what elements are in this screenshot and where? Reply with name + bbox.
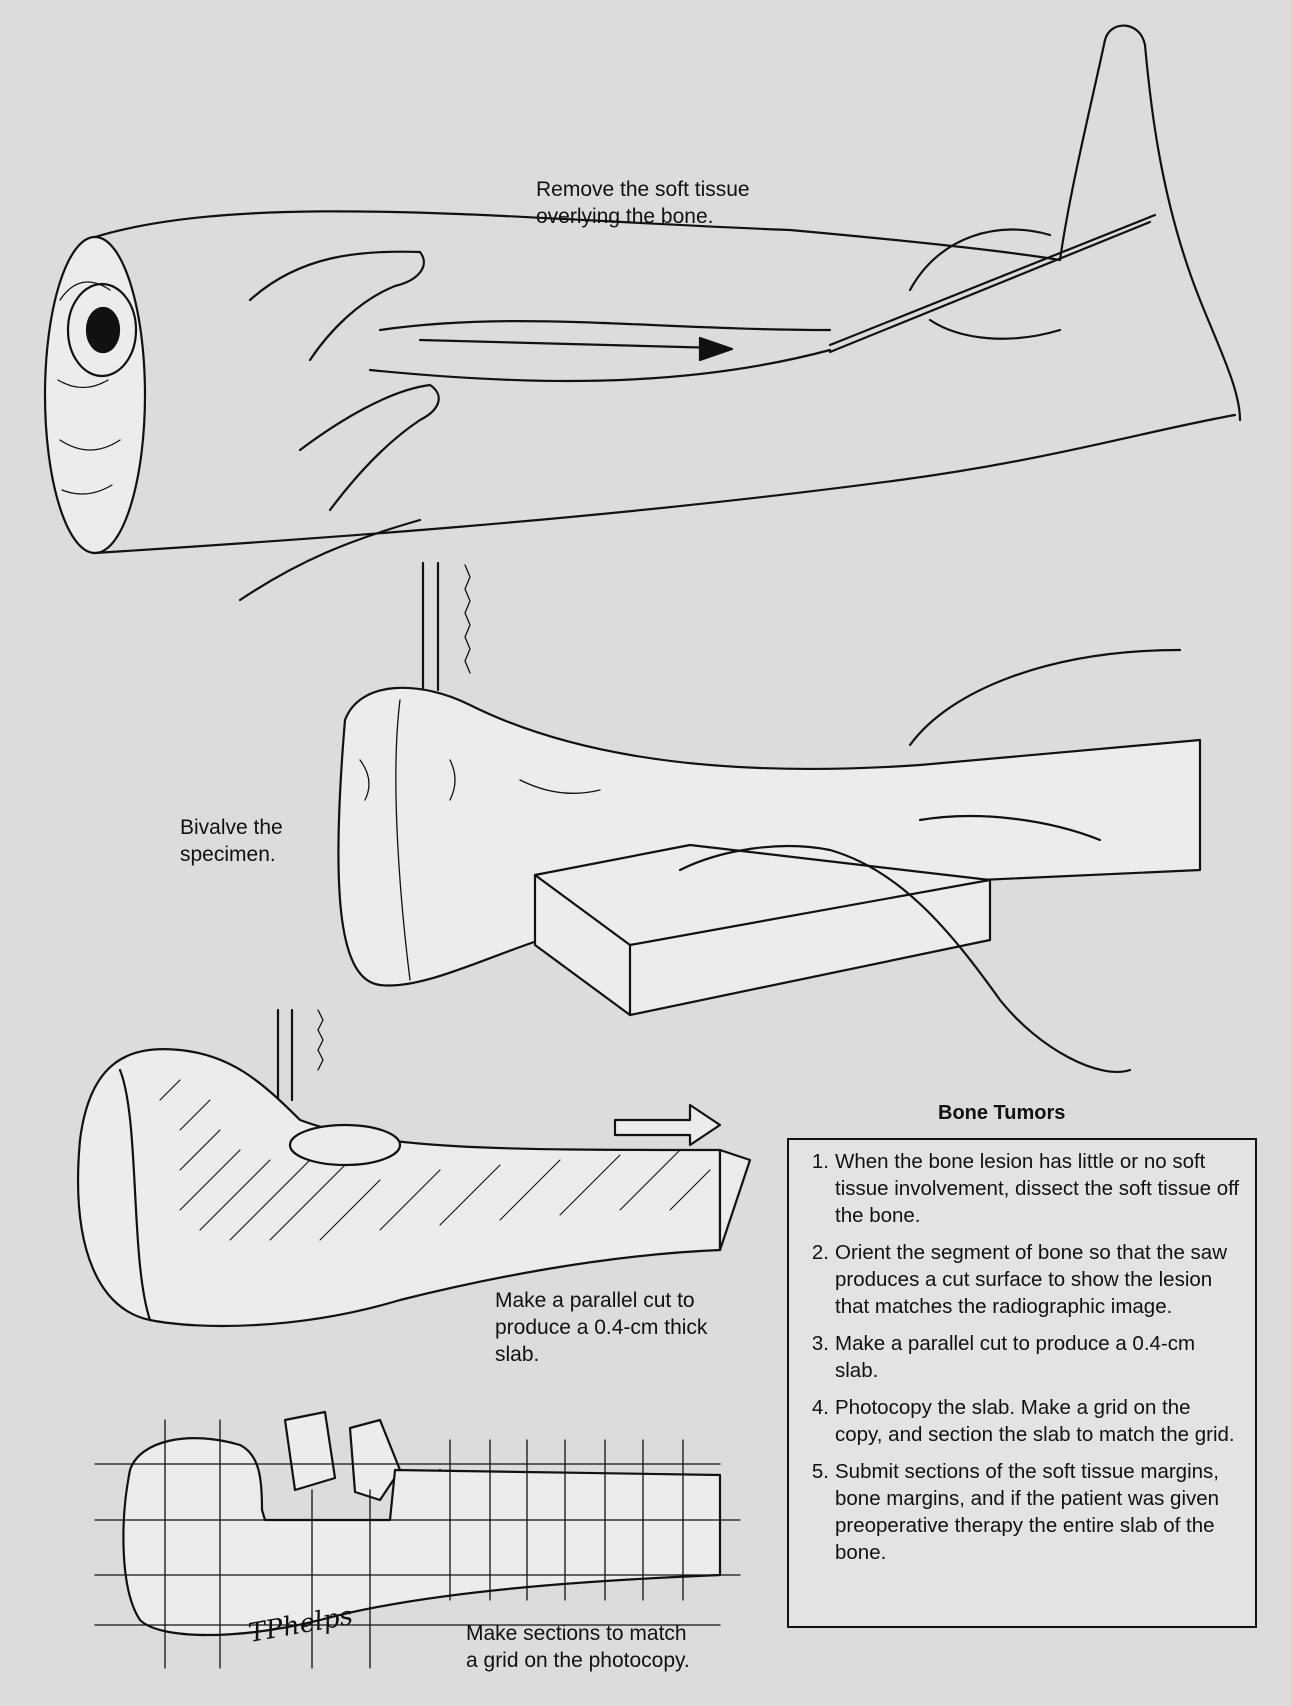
caption-parallel-cut: Make a parallel cut to produce a 0.4-cm thick slab. [495, 1289, 708, 1366]
leg-dissection-illustration [45, 26, 1240, 600]
step-number: 5. [811, 1460, 829, 1483]
step-number: 2. [811, 1241, 829, 1264]
step-number: 3. [811, 1332, 829, 1355]
caption-bivalve: Bivalve the specimen. [180, 816, 283, 866]
step-number: 1. [811, 1150, 829, 1173]
step-text: Orient the segment of bone so that the saw produces a cut surface to show the lesion that matches the radiographic image. [835, 1241, 1228, 1318]
caption-sections-grid: Make sections to match a grid on the photocopy. [466, 1622, 690, 1672]
procedure-box [787, 1138, 1257, 1628]
step-text: When the bone lesion has little or no soft tissue involvement, dissect the soft tissue off the bone. [835, 1150, 1240, 1227]
slab-cut-illustration [78, 1010, 750, 1326]
procedure-step [801, 1458, 1243, 1566]
step-text: Make a parallel cut to produce a 0.4-cm slab. [835, 1332, 1196, 1382]
procedure-step [801, 1148, 1243, 1229]
step-number: 4. [811, 1396, 829, 1419]
caption-remove-soft-tissue: Remove the soft tissue overlying the bone. [536, 178, 750, 228]
bivalve-illustration [338, 563, 1200, 1072]
step-text: Submit sections of the soft tissue margins, bone margins, and if the patient was given preoperative therapy the entire slab of the bone. [835, 1460, 1220, 1564]
procedure-box-title: Bone Tumors [938, 1102, 1066, 1124]
step-text: Photocopy the slab. Make a grid on the copy, and section the slab to match the grid. [835, 1396, 1235, 1446]
artist-signature: TPhelps [246, 1601, 356, 1649]
procedure-step [801, 1394, 1243, 1448]
procedure-step [801, 1239, 1243, 1320]
procedure-step [801, 1330, 1243, 1384]
